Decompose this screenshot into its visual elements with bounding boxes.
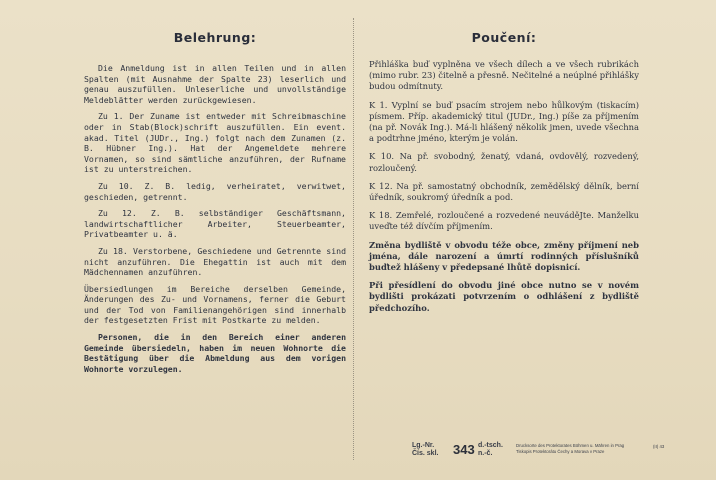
form-number: 343 (453, 442, 475, 457)
czech-paragraph: K 1. Vyplní se buď psacím strojem nebo hůlkovým (tiskacím) písmem. Příp. akademický titul (JUDr., Ing.) píše za příjmením (na př. Novák Ing.). Má-li hlášený několik jmen, uvede všechna a podtrhne jméno, kterým je volán. (369, 99, 639, 144)
czech-instructions-column (369, 30, 639, 321)
form-code-labels: Lg.-Nr. Čís. skl. (412, 442, 439, 457)
form-edition: d.-tsch. n.-č. (478, 442, 503, 457)
column-divider (353, 18, 354, 460)
german-paragraph: Übersiedlungen im Bereiche derselben Gemeinde, Änderungen des Zu- und Vornamens, ferner die Geburt und der Tod von Familienangehörigen sind innerhalb der festgesetzten Frist mit Postkarte zu melden. (84, 283, 346, 326)
czech-heading: Poučení: (471, 30, 537, 45)
czech-paragraph: K 12. Na př. samostatný obchodník, zemědělský dělník, berní úředník, soukromý úředník a pod. (369, 180, 639, 203)
german-paragraph: Zu 10. Z. B. ledig, verheiratet, verwitwet, geschieden, getrennt. (84, 180, 346, 202)
czech-paragraph: Změna bydliště v obvodu téže obce, změny příjmení neb jména, dále narození a úmrtí rodinných příslušníků buďtež hlášeny v předepsané lhůtě dopisnicí. (369, 239, 639, 273)
printer-note: Drucksorte des Protektorates Böhmen u. Mähren in Prag Tiskopis Protektorátu Čechy a Morava v Praze (516, 443, 625, 454)
german-paragraph: Die Anmeldung ist in allen Teilen und in allen Spalten (mit Ausnahme der Spalte 23) leserlich und genau auszufüllen. Unleserliche und unvollständige Meldeblätter werden zurückgewiesen. (84, 63, 346, 105)
print-reference: (II) 43 (653, 444, 665, 449)
czech-paragraph: K 18. Zemřelé, rozloučené a rozvedené neuváděJte. Manželku uveďte též dívčím příjmením. (369, 210, 639, 232)
german-heading: Belehrung: (173, 30, 257, 45)
print-imprint (412, 440, 702, 462)
german-paragraph: Zu 1. Der Zuname ist entweder mit Schreibmaschine oder in Stab(Block)schrift auszufüllen. Ein event. akad. Titel (JUDr., Ing.) folgt nach dem Zunamen (z. B. Hübner Ing.). Hat der Angemeldete mehrere Vornamen, so sind sämtliche anzuführen, der Rufname ist zu unterstreichen. (84, 111, 346, 175)
german-paragraph: Zu 18. Verstorbene, Geschiedene und Getrennte sind nicht anzuführen. Die Ehegattin ist auch mit dem Mädchennamen anzuführen. (84, 245, 346, 278)
czech-paragraph: Přihláška buď vyplněna ve všech dílech a ve všech rubrikách (mimo rubr. 23) čitelně a přesně. Nečitelné a neúplné přihlášky budou odmítnuty. (369, 59, 639, 92)
czech-paragraph: K 10. Na př. svobodný, ženatý, vdaná, ovdovělý, rozvedený, rozloučený. (369, 151, 639, 173)
german-paragraph: Zu 12. Z. B. selbständiger Geschäftsmann, landwirtschaftlicher Arbeiter, Steuerbeamter, Privatbeamter u. ä. (84, 208, 346, 240)
german-instructions-column (84, 30, 346, 380)
german-paragraph-final: Personen, die in den Bereich einer anderen Gemeinde übersiedeln, haben im neuen Wohnorte die Bestätigung über die Abmeldung aus dem vorigen Wohnorte vorzulegen. (84, 332, 346, 374)
czech-paragraph-final: Při přesídlení do obvodu jiné obce nutno se v novém bydlišti prokázati potvrzením o odhlášení z bydliště předchozího. (369, 280, 639, 313)
